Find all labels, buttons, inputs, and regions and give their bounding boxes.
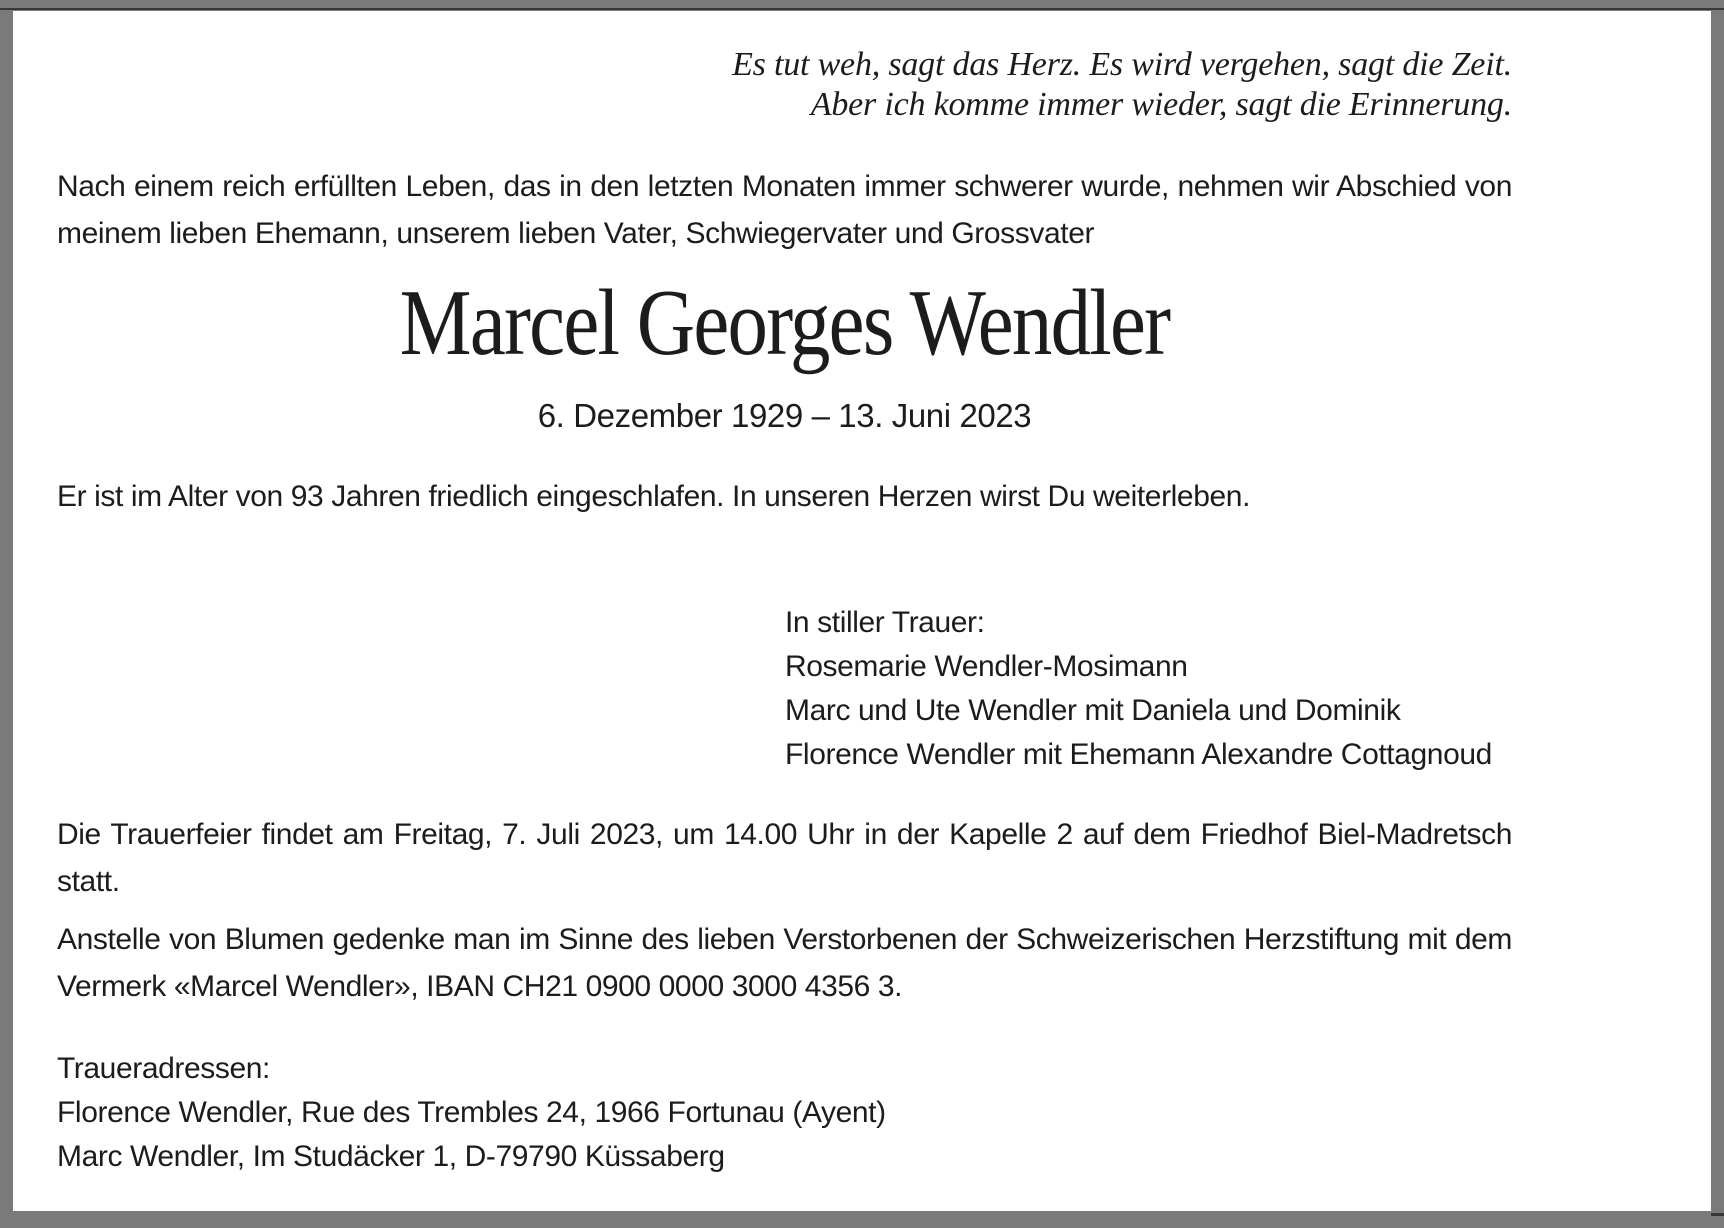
- viewer-top-border-line: [0, 8, 1724, 10]
- viewer-bottom-right-border-line: [1711, 1213, 1724, 1216]
- mourner-line: Florence Wendler mit Ehemann Alexandre Cottagnoud: [785, 738, 1492, 771]
- addresses-block: [57, 1047, 1512, 1179]
- address-line: Marc Wendler, Im Studäcker 1, D-79790 Küssaberg: [57, 1140, 725, 1173]
- deceased-name: [57, 269, 1512, 377]
- mourner-line: Rosemarie Wendler-Mosimann: [785, 650, 1188, 683]
- mourner-line: Marc und Ute Wendler mit Daniela und Dominik: [785, 694, 1401, 727]
- service-paragraph: Die Trauerfeier findet am Freitag, 7. Juli 2023, um 14.00 Uhr in der Kapelle 2 auf dem Friedhof Biel-Madretsch statt.: [57, 818, 1512, 898]
- deceased-name-text: Marcel Georges Wendler: [399, 271, 1170, 375]
- intro-paragraph: Nach einem reich erfüllten Leben, das in den letzten Monaten immer schwerer wurde, nehmen wir Abschied von meinem lieben Ehemann, unserem lieben Vater, Schwiegervater und Grossvater: [57, 170, 1512, 250]
- passing-paragraph: Er ist im Alter von 93 Jahren friedlich eingeschlafen. In unseren Herzen wirst Du weiterleben.: [57, 480, 1251, 513]
- obituary-page: [13, 11, 1711, 1211]
- epigraph-line-2: Aber ich komme immer wieder, sagt die Erinnerung.: [810, 86, 1512, 123]
- epigraph-line-1: Es tut weh, sagt das Herz. Es wird vergehen, sagt die Zeit.: [732, 46, 1512, 83]
- mourners-block: [785, 601, 1525, 777]
- address-line: Florence Wendler, Rue des Trembles 24, 1966 Fortunau (Ayent): [57, 1096, 886, 1129]
- donations-paragraph: Anstelle von Blumen gedenke man im Sinne des lieben Verstorbenen der Schweizerischen Herzstiftung mit dem Vermerk «Marcel Wendler», IBAN CH21 0900 0000 3000 4356 3.: [57, 923, 1512, 1003]
- mourners-heading: In stiller Trauer:: [785, 606, 985, 639]
- epigraph: [57, 45, 1512, 125]
- obituary-content: [57, 11, 1512, 1211]
- life-dates: 6. Dezember 1929 – 13. Juni 2023: [537, 397, 1032, 434]
- addresses-heading: Traueradressen:: [57, 1052, 270, 1085]
